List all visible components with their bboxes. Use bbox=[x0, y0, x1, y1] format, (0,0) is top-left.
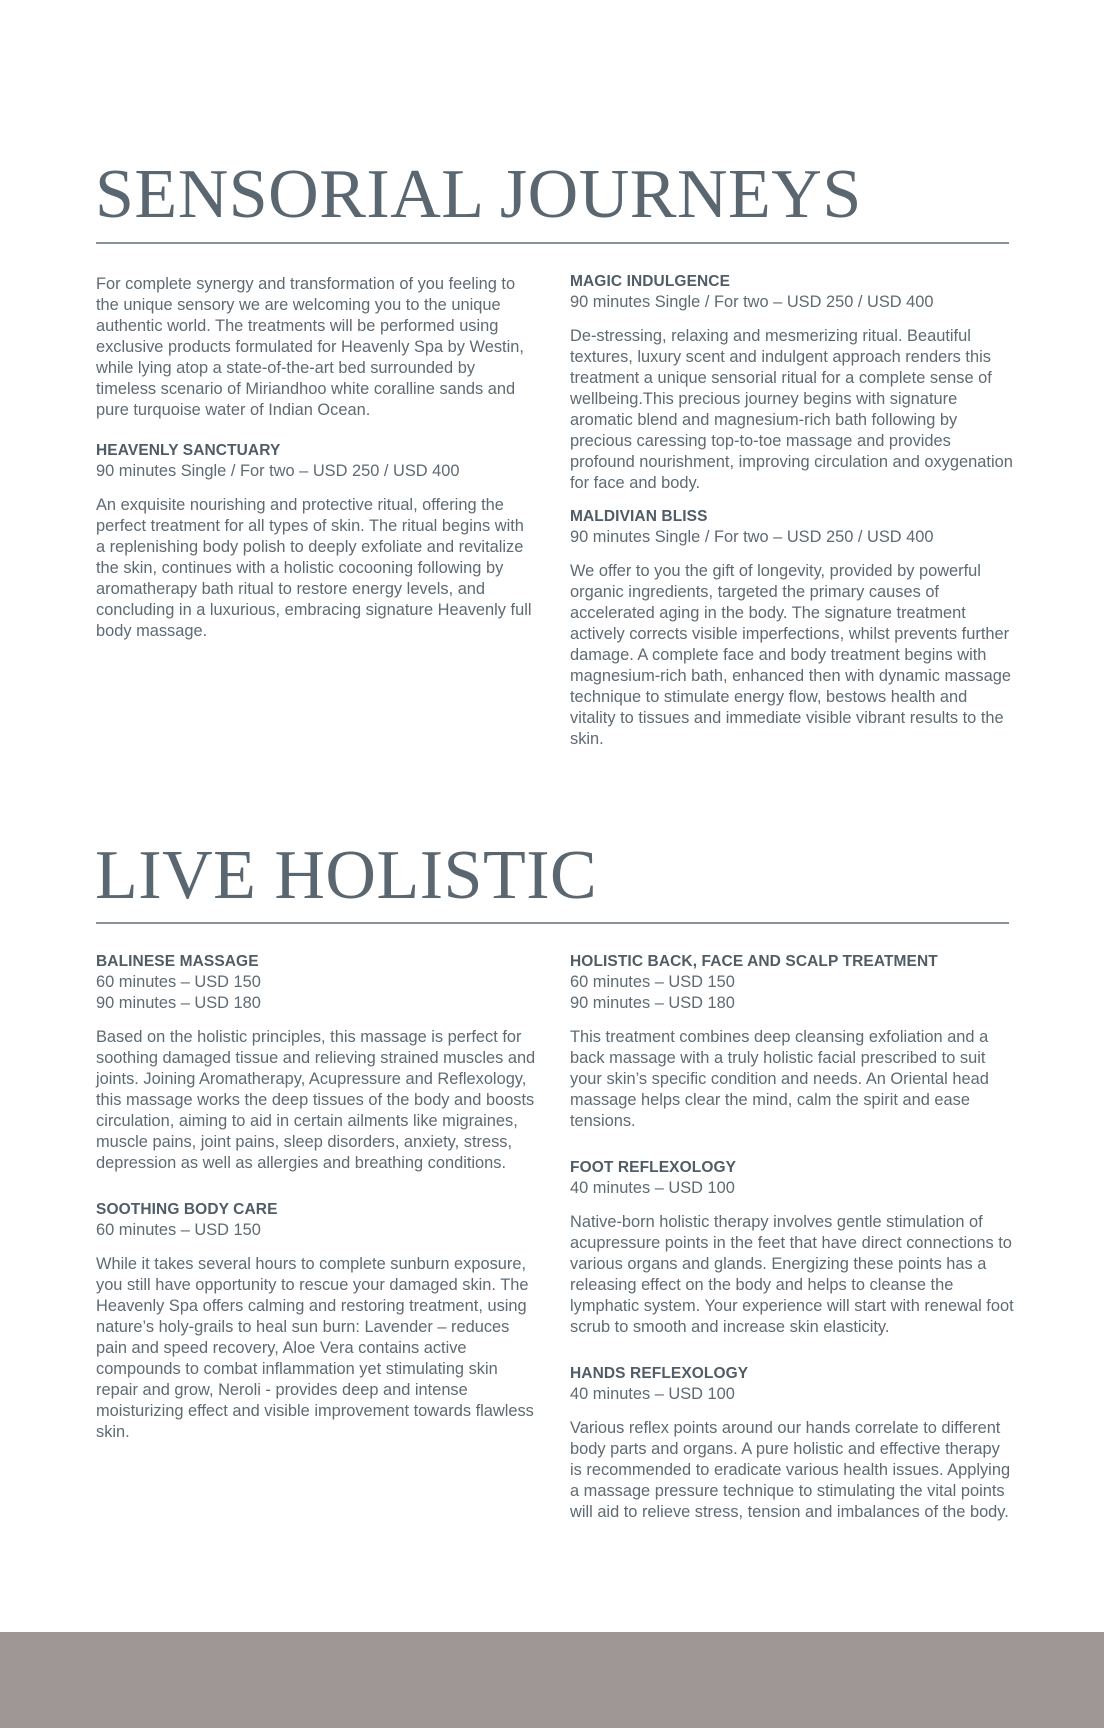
treatment-name-magic-indulgence: MAGIC INDULGENCE bbox=[570, 273, 731, 290]
treatment-name-maldivian-bliss: MALDIVIAN BLISS bbox=[570, 508, 708, 525]
treatment-price: 60 minutes – USD 150 bbox=[96, 973, 261, 991]
treatment-name-soothing-body-care: SOOTHING BODY CARE bbox=[96, 1201, 278, 1218]
treatment-name-foot-reflexology: FOOT REFLEXOLOGY bbox=[570, 1159, 737, 1176]
treatment-price: 60 minutes – USD 150 bbox=[570, 973, 735, 991]
section-title-sensorial-journeys: SENSORIAL JOURNEYS bbox=[95, 156, 862, 233]
treatment-name-holistic-back-face-scalp: HOLISTIC BACK, FACE AND SCALP TREATMENT bbox=[570, 953, 938, 970]
sensorial-right-column bbox=[570, 272, 1015, 750]
treatment-price: 90 minutes – USD 180 bbox=[570, 994, 735, 1012]
footer-band bbox=[0, 1632, 1104, 1728]
section-title-live-holistic: LIVE HOLISTIC bbox=[95, 837, 598, 914]
sensorial-intro: For complete synergy and transformation of you feeling to the unique sensory we are welcoming you to the unique authentic world. The treatments will be performed using exclusive products formulated for Heavenly Spa by Westin, while lying atop a state-of-the-art bed surrounded by timeless scenario of Miriandhoo white coralline sands and pure turquoise water of Indian Ocean. bbox=[96, 275, 524, 419]
treatment-name-hands-reflexology: HANDS REFLEXOLOGY bbox=[570, 1365, 749, 1382]
sensorial-left-column bbox=[96, 274, 536, 642]
treatment-price: 40 minutes – USD 100 bbox=[570, 1179, 735, 1197]
holistic-right-column bbox=[570, 952, 1015, 1523]
treatment-price: 60 minutes – USD 150 bbox=[96, 1221, 261, 1239]
treatment-description: Based on the holistic principles, this massage is perfect for soothing damaged tissue and relieving strained muscles and joints. Joining Aromatherapy, Acupressure and Reflexology, this massage works the deep tissues of the body and boosts circulation, aiming to aid in certain ailments like migraines, muscle pains, joint pains, sleep disorders, anxiety, stress, depression as well as allergies and breathing conditions. bbox=[96, 1028, 536, 1172]
treatment-description: Native-born holistic therapy involves gentle stimulation of acupressure points in the feet that have direct connections to various organs and glands. Energizing these points has a releasing effect on the body and helps to cleanse the lymphatic system. Your experience will start with renewal foot scrub to smooth and increase skin elasticity. bbox=[570, 1213, 1014, 1336]
treatment-description: This treatment combines deep cleansing exfoliation and a back massage with a truly holistic facial prescribed to suit your skin’s specific condition and needs. An Oriental head massage helps clear the mind, calm the spirit and ease tensions. bbox=[570, 1028, 989, 1130]
treatment-description: De-stressing, relaxing and mesmerizing ritual. Beautiful textures, luxury scent and indulgent approach renders this treatment a unique sensorial ritual for a complete sense of wellbeing.This precious journey begins with signature aromatic blend and magnesium-rich bath following by precious caressing top-to-toe massage and provides profound nourishment, improving circulation and oxygenation for face and body. bbox=[570, 327, 1013, 492]
treatment-description: An exquisite nourishing and protective ritual, offering the perfect treatment for all types of skin. The ritual begins with a replenishing body polish to deeply exfoliate and revitalize the skin, continues with a holistic cocooning following by aromatherapy bath ritual to restore energy levels, and concluding in a luxurious, embracing signature Heavenly full body massage. bbox=[96, 496, 532, 640]
treatment-description: We offer to you the gift of longevity, provided by powerful organic ingredients, targeted the primary causes of accelerated aging in the body. The signature treatment actively corrects visible imperfections, whilst prevents further damage. A complete face and body treatment begins with magnesium-rich bath, enhanced then with dynamic massage technique to stimulate energy flow, bestows health and vitality to tissues and immediate visible vibrant results to the skin. bbox=[570, 562, 1011, 748]
treatment-name-heavenly-sanctuary: HEAVENLY SANCTUARY bbox=[96, 442, 281, 459]
treatment-price: 40 minutes – USD 100 bbox=[570, 1385, 735, 1403]
holistic-left-column bbox=[96, 952, 536, 1443]
treatment-price: 90 minutes – USD 180 bbox=[96, 994, 261, 1012]
treatment-description: While it takes several hours to complete sunburn exposure, you still have opportunity to rescue your damaged skin. The Heavenly Spa offers calming and restoring treatment, using nature’s holy-grails to heal sun burn: Lavender – reduces pain and speed recovery, Aloe Vera contains active compounds to combat inflammation yet stimulating skin repair and grow, Neroli - provides deep and intense moisturizing effect and visible improvement towards flawless skin. bbox=[96, 1255, 534, 1441]
treatment-price: 90 minutes Single / For two – USD 250 / USD 400 bbox=[570, 528, 934, 546]
treatment-name-balinese-massage: BALINESE MASSAGE bbox=[96, 953, 259, 970]
treatment-description: Various reflex points around our hands correlate to different body parts and organs. A pure holistic and effective therapy is recommended to eradicate various health issues. Applying a massage pressure technique to stimulating the vital points will aid to relieve stress, tension and imbalances of the body. bbox=[570, 1419, 1011, 1521]
treatment-price: 90 minutes Single / For two – USD 250 / USD 400 bbox=[96, 462, 460, 480]
section-divider bbox=[96, 922, 1009, 924]
treatment-price: 90 minutes Single / For two – USD 250 / USD 400 bbox=[570, 293, 934, 311]
section-divider bbox=[96, 242, 1009, 244]
